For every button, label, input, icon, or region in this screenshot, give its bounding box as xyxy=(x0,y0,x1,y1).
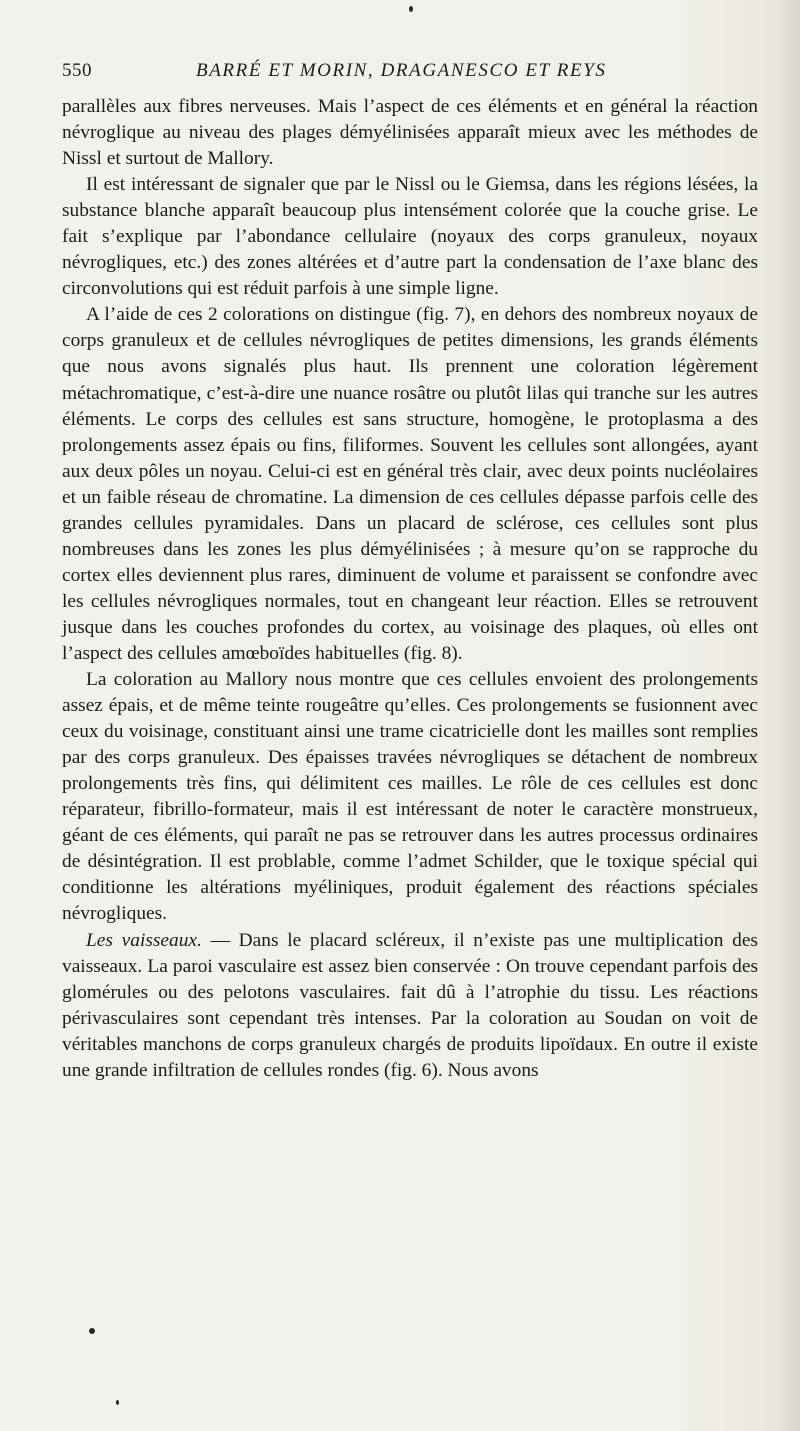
running-head: BARRÉ ET MORIN, DRAGANESCO ET REYS xyxy=(196,60,607,81)
page-number: 550 xyxy=(62,60,92,81)
paragraph: La coloration au Mallory nous montre que ces cellules envoient des prolongements assez épais, et de même teinte rougeâtre qu’elles. Ces prolongements se fusionnent avec ceux du voisinage, constituant ainsi une trame cicatricielle dont les mailles sont remplies par des corps granuleux. Des épaisses travées névrogliques se détachent de nombreux prolongements très fins, qui délimitent ces mailles. Le rôle de ces cellules est donc réparateur, fibrillo-formateur, mais il est intéressant de noter le caractère monstrueux, géant de ces éléments, qui paraît ne pas se retrouver dans les autres processus ordinaires de désintégration. Il est problable, comme l’admet Schilder, que le toxique spécial qui conditionne les altérations myéliniques, produit également des réactions spéciales névrogliques. xyxy=(62,669,758,925)
section-text: Dans le placard scléreux, il n’existe pas une multiplication des vaisseaux. La paroi vasculaire est assez bien conservée : On trouve cependant parfois des glomérules ou des pelotons vasculaires. fait dû à l’atrophie du tissu. Les réactions périvasculaires sont cependant très intenses. Par la coloration au Soudan on voit de véritables manchons de corps granuleux chargés de produits lipoïdaux. En outre il existe une grande infiltration de cellules rondes (fig. 6). Nous avons xyxy=(62,929,758,1081)
paragraph: A l’aide de ces 2 colorations on distingue (fig. 7), en dehors des nombreux noyaux de corps granuleux et de cellules névrogliques de petites dimensions, les grands éléments que nous avons signalés plus haut. Ils prennent une coloration légèrement métachromatique, c’est-à-dire une nuance rosâtre ou plutôt lilas qui tranche sur les autres éléments. Le corps des cellules est sans structure, homogène, le protoplasma a des prolongements assez épais ou fins, filiformes. Souvent les cellules sont allongées, ayant aux deux pôles un noyau. Celui-ci est en général très clair, avec deux points nucléolaires et un faible réseau de chromatine. La dimension de ces cellules dépasse parfois celle des grandes cellules pyramidales. Dans un placard de sclérose, ces cellules sont plus nombreuses dans les zones les plus démyélinisées ; à mesure qu’on se rapproche du cortex elles deviennent plus rares, diminuent de volume et paraissent se confondre avec les cellules névrogliques normales, tout en changeant leur réaction. Elles se retrouvent jusque dans les couches profondes du cortex, au voisinage des plaques, où elles ont l’aspect des cellules amœboïdes habituelles (fig. 8). xyxy=(62,304,758,664)
page-header xyxy=(62,60,762,86)
paragraph: Il est intéressant de signaler que par le Nissl ou le Giemsa, dans les régions lésées, la substance blanche apparaît beaucoup plus intensément colorée que la couche grise. Le fait s’explique par l’abondance cellulaire (noyaux des corps granuleux, noyaux névrogliques, etc.) des zones altérées et d’autre part la condensation de l’axe blanc des circonvolutions qui est réduit parfois à une simple ligne. xyxy=(62,174,758,300)
paragraph-vaisseaux xyxy=(62,928,758,1084)
paragraph-continuation: parallèles aux fibres nerveuses. Mais l’aspect de ces éléments et en général la réaction névroglique au niveau des plages démyélinisées apparaît mieux avec les méthodes de Nissl et surtout de Mallory. xyxy=(62,96,758,170)
print-speck xyxy=(89,1328,95,1334)
section-dash: — xyxy=(201,929,239,951)
section-title: Les vaisseaux. xyxy=(86,929,202,951)
print-speck xyxy=(409,6,413,12)
print-speck xyxy=(116,1400,119,1405)
body-text xyxy=(62,94,758,1084)
